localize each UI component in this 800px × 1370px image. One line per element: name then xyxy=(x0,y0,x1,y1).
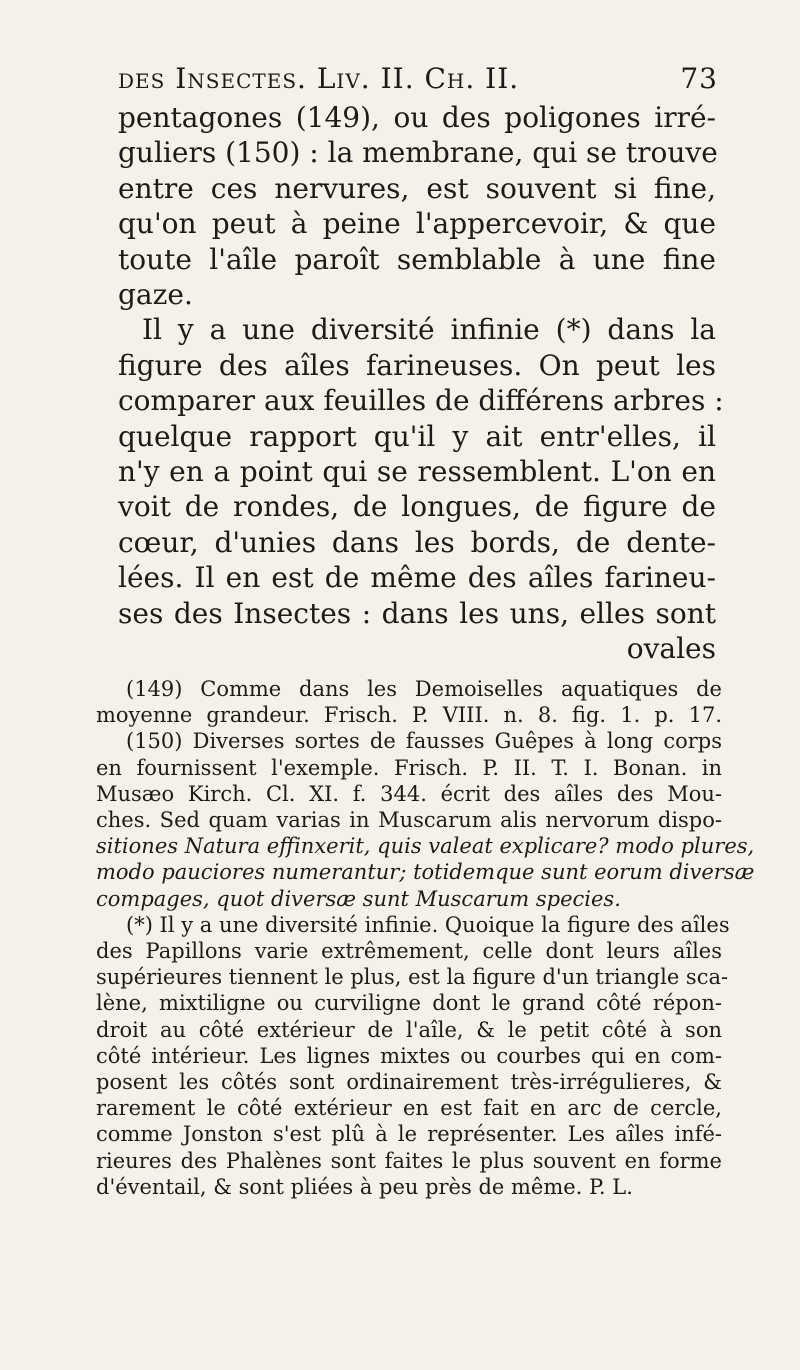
footnote-line: ches. Sed quam varias in Muscarum alis nervorum dispo- xyxy=(96,808,722,833)
text-line: cœur, d'unies dans les bords, de dente- xyxy=(118,525,716,559)
footnote-line: modo pauciores numerantur; totidemque sunt eorum diversæ xyxy=(96,860,755,885)
text-line: comparer aux feuilles de différens arbres : xyxy=(118,384,724,418)
footnote-line: moyenne grandeur. Frisch. P. VIII. n. 8. fig. 1. p. 17. xyxy=(96,703,722,728)
text-line: entre ces nervures, est souvent si fine, xyxy=(118,171,716,205)
text-line: ses des Insectes : dans les uns, elles sont xyxy=(118,596,716,630)
running-head xyxy=(118,62,718,102)
text-line: pentagones (149), ou des poligones irré- xyxy=(118,101,716,134)
footnote-line: droit au côté extérieur de l'aîle, & le petit côté à son xyxy=(96,1017,722,1042)
footnotes xyxy=(96,676,755,1200)
footnote-line: rieures des Phalènes sont faites le plus souvent en forme xyxy=(96,1148,722,1173)
text-line: figure des aîles farineuses. On peut les xyxy=(118,348,716,382)
text-line: guliers (150) : la membrane, qui se trouve xyxy=(118,136,718,170)
footnote-line: (150) Diverses sortes de fausses Guêpes à long corps xyxy=(126,729,722,754)
page-number: 73 xyxy=(680,62,718,95)
footnote-line: rarement le côté extérieur en est fait en arc de cercle, xyxy=(96,1096,722,1121)
running-head-title: des Insectes. Liv. II. Ch. II. xyxy=(118,62,520,95)
footnote-line: d'éventail, & sont pliées à peu près de même. P. L. xyxy=(96,1174,633,1199)
footnote-line: (*) Il y a une diversité infinie. Quoique la figure des aîles xyxy=(126,912,730,937)
footnote-line: posent les côtés sont ordinairement très-irrégulieres, & xyxy=(96,1070,722,1095)
footnote-line: des Papillons varie extrêmement, celle dont leurs aîles xyxy=(96,939,722,964)
footnote-line: lène, mixtiligne ou curviligne dont le grand côté répon- xyxy=(96,991,722,1016)
main-text xyxy=(118,100,724,667)
footnote-line: sitiones Natura effinxerit, quis valeat explicare? modo plures, xyxy=(96,834,755,859)
footnote-line: en fournissent l'exemple. Frisch. P. II. T. I. Bonan. in xyxy=(96,755,722,780)
text-line: gaze. xyxy=(118,278,193,312)
text-line: lées. Il en est de même des aîles farineu- xyxy=(118,561,716,595)
text-line: n'y en a point qui se ressemblent. L'on en xyxy=(118,455,716,489)
footnote-line: côté intérieur. Les lignes mixtes ou courbes qui en com- xyxy=(96,1043,722,1068)
footnote-line: comme Jonston s'est plû à le représenter. Les aîles infé- xyxy=(96,1122,722,1147)
catchword: ovales xyxy=(626,632,716,666)
text-line: quelque rapport qu'il y ait entr'elles, il xyxy=(118,419,716,453)
text-line: Il y a une diversité infinie (*) dans la xyxy=(142,313,716,347)
footnote-line: Musæo Kirch. Cl. XI. f. 344. écrit des aîles des Mou- xyxy=(96,781,722,806)
footnote-line: compages, quot diversæ sunt Muscarum species. xyxy=(96,886,621,911)
footnote-line: (149) Comme dans les Demoiselles aquatiques de xyxy=(126,677,722,701)
text-line: voit de rondes, de longues, de figure de xyxy=(118,490,716,524)
text-line: qu'on peut à peine l'appercevoir, & que xyxy=(118,207,716,241)
footnote-line: supérieures tiennent le plus, est la figure d'un triangle sca- xyxy=(96,965,729,990)
text-line: toute l'aîle paroît semblable à une fine xyxy=(118,242,716,276)
